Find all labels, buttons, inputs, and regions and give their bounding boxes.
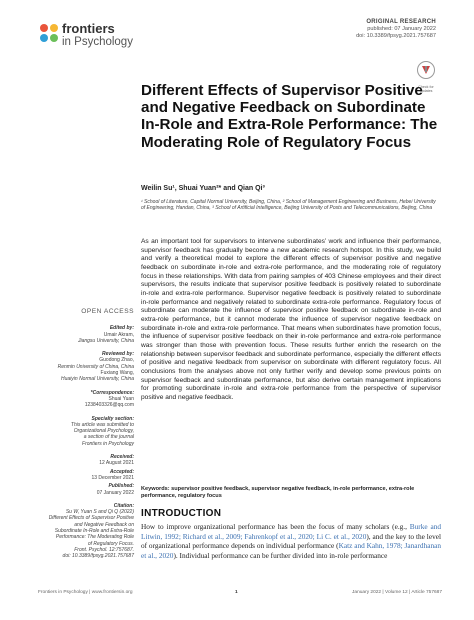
specialty-heading: Specialty section:	[91, 415, 134, 422]
footer-issue: January 2022 | Volume 12 | Article 757687	[352, 590, 442, 595]
edited-by-heading: Edited by:	[109, 325, 134, 332]
footer-journal[interactable]: Frontiers in Psychology | www.frontiersin.org	[38, 590, 133, 595]
specialty-line: Organizational Psychology,	[73, 428, 134, 435]
doi-link[interactable]: doi: 10.3389/fpsyg.2021.757687	[356, 33, 436, 40]
received-date: 12 August 2021	[99, 460, 134, 467]
introduction-text	[141, 522, 441, 560]
specialty-line: Frontiers in Psychology	[82, 440, 134, 447]
published-date: published: 07 January 2022	[367, 26, 436, 33]
citation-heading: Citation:	[113, 502, 134, 509]
reviewer-name: Guodong Zhao,	[99, 357, 134, 364]
published-date: 07 January 2022	[96, 489, 134, 496]
journal-brand[interactable]: frontiers	[62, 21, 115, 36]
open-access-label: OPEN ACCESS	[81, 308, 134, 315]
article-info-sidebar	[38, 309, 134, 560]
correspondence-email[interactable]: 1238403326@qq.com	[84, 402, 134, 409]
specialty-line: This article was submitted to	[70, 421, 134, 428]
abstract: As an important tool for supervisors to intervene subordinates’ work and influence their performance, supervisor feedback has gradually become a new academic research hotspot. In this study, we build and verify a theoretical model to explore the different effects of supervisor positive and negative feedback on subordinate in-role and extra-role performance, and the moderating role of regulatory focus in these relationships. With data from pairing samples of 403 Chinese employees and their direct supervisors, the results indicate that supervisor positive feedback is positively related to subordinate in-role and extra-role performance. Supervisor negative feedback is positively related to subordinate in-role performance and negatively related to subordinate extra-role performance. Regulatory focus of subordinate can moderate the influence of supervisor positive feedback on subordinate in-role and extra-role performance, but it cannot moderate the influence of supervisor negative feedback on subordinate in-role and extra-role performance. That means when subordinates have promotion focus, the influence of supervisor positive feedback on their in-role performance and extra-role performance was stronger than those with prevention focus. These results further enrich the research on the relationship between supervisor feedback and subordinate performance, especially the different effects of positive and negative feedback from supervisor on subordinate with different regulatory focus. All conclusions from the analyses above not only further verify and develop some previous points on supervisor feedback and subordinate performance, but also derive certain management implications for promoting subordinate in-role and extra-role performance from the perspective of supervisor positive and negative feedback.	[141, 238, 441, 401]
author-list: Weilin Su¹, Shuai Yuan²* and Qian Qi³	[141, 185, 265, 192]
citation-line: Subordinate In-Role and Extra-Role	[54, 528, 134, 535]
citation-link[interactable]: Burke and Litwin, 1992; Richard et al., 2009; Fahrenkopf et al., 2020; Li C. et al., 2020	[141, 522, 441, 541]
citation-line: Front. Psychol. 12:757687.	[74, 546, 134, 553]
received-heading: Received:	[110, 454, 134, 461]
citation-link[interactable]: Katz and Kahn, 1978; Janardhanan et al., 2020	[141, 541, 441, 560]
article-type: ORIGINAL RESEARCH	[366, 19, 436, 25]
journal-name: in Psychology	[62, 36, 133, 48]
editor-name: Umair Akram,	[103, 331, 134, 338]
correspondence-name: Shuai Yuan	[108, 395, 134, 402]
intro-text-3: ). Individual performance can be further divided into in-role performance	[173, 550, 388, 560]
affiliations: ¹ School of Literature, Capital Normal University, Beijing, China, ² School of Management Engineering and Business, Hebei University of Engineering, Handan, China, ³ School of Artificial Intelligence, Beijing University of Posts and Telecommunications, Beijing, China	[141, 199, 436, 212]
citation-line: Performance: The Moderating Role	[55, 534, 134, 541]
reviewer-affiliation: Huaiyin Normal University, China	[61, 376, 134, 383]
correspondence-heading: *Correspondence:	[90, 389, 134, 396]
check-for-updates-label: Check for updates	[418, 85, 434, 93]
frontiers-logo-icon	[38, 22, 60, 44]
keywords: Keywords: supervisor positive feedback, supervisor negative feedback, in-role performance, extra-role performance, regulatory focus	[141, 486, 415, 499]
intro-text-2: ), and the key to the level of organizational performance depends on individual performance (	[141, 531, 441, 551]
citation-doi[interactable]: doi: 10.3389/fpsyg.2021.757687	[62, 553, 134, 560]
check-for-updates-icon[interactable]	[416, 60, 436, 84]
article-title: Different Effects of Supervisor Positive and Negative Feedback on Subordinate In-Role and Extra-Role Performance: The Moderating Role of Regulatory Focus	[141, 82, 438, 151]
reviewed-by-heading: Reviewed by:	[102, 351, 134, 358]
accepted-date: 13 December 2021	[91, 474, 134, 481]
citation-line: Different Effects of Supervisor Positive	[48, 515, 134, 522]
reviewer-affiliation: Renmin University of China, China	[57, 363, 134, 370]
citation-line: and Negative Feedback on	[74, 521, 134, 528]
citation-line: Su W, Yuan S and Qi Q (2022)	[65, 509, 134, 516]
section-heading-introduction: INTRODUCTION	[141, 508, 222, 519]
citation-line: of Regulatory Focus.	[87, 540, 134, 547]
reviewer-name: Fuxiang Wang,	[100, 370, 134, 377]
intro-text-1: How to improve organizational performance has been the focus of many scholars (e.g.,	[141, 522, 410, 531]
published-heading: Published:	[108, 483, 134, 490]
specialty-line: a section of the journal	[83, 434, 134, 441]
page-number: 1	[235, 590, 238, 595]
accepted-heading: Accepted:	[109, 468, 134, 475]
article-meta	[356, 19, 436, 41]
editor-affiliation: Jiangsu University, China	[77, 337, 134, 344]
